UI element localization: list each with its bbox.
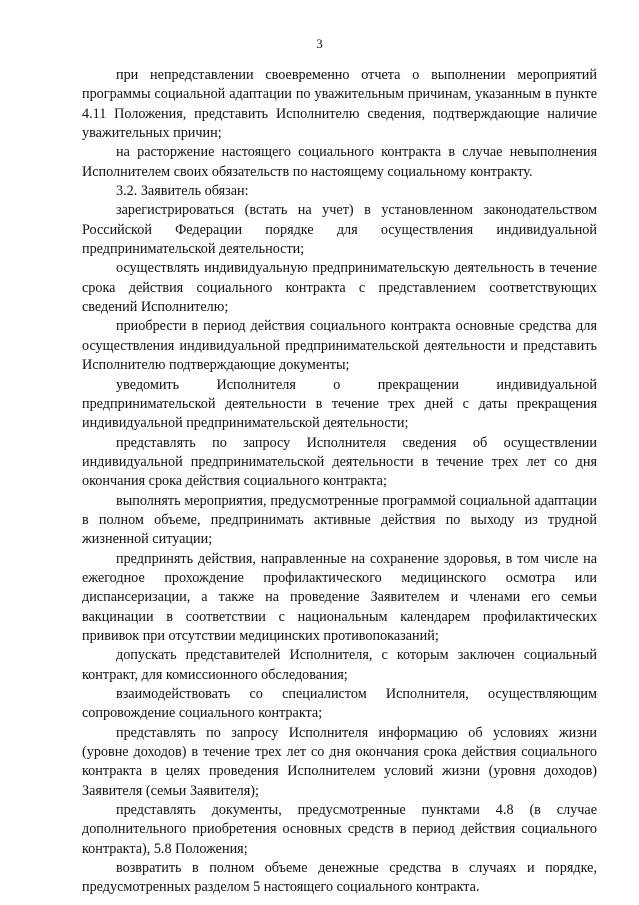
paragraph-cooperate-specialist: взаимодействовать со специалистом Исполнителя, осуществляющим сопровождение социального контракта; [82, 686, 597, 722]
page-number: 3 [316, 36, 323, 51]
paragraph-perform-measures: выполнять мероприятия, предусмотренные программой социальной адаптации в полном объеме, предпринимать активные действия по выходу из трудной жизненной ситуации; [82, 492, 597, 548]
paragraph-provide-activity-info: представлять по запросу Исполнителя сведения об осуществлении индивидуальной предпринимательской деятельности в течение трех лет со дня окончания срока действия социального контракта; [82, 434, 597, 490]
document-body [82, 66, 597, 898]
paragraph-allow-inspection: допускать представителей Исполнителя, с которым заключен социальный контракт, для комиссионного обследования; [82, 647, 597, 683]
paragraph-contract-termination: на расторжение настоящего социального контракта в случае невыполнения Исполнителем своих обязательств по настоящему социальному контракту. [82, 144, 597, 180]
paragraph-notify-termination: уведомить Исполнителя о прекращении индивидуальной предпринимательской деятельности в течение трех дней с даты прекращения индивидуальной предпринимательской деятельности; [82, 376, 597, 432]
paragraph-provide-income-info: представлять по запросу Исполнителя информацию об условиях жизни (уровне доходов) в течение трех лет со дня окончания срока действия социального контракта в целях проведения Исполнителем условий жизни (уровня доходов) Заявителя (семьи Заявителя); [82, 724, 597, 799]
paragraph-report-failure: при непредставлении своевременно отчета о выполнении мероприятий программы социальной адаптации по уважительным причинам, указанным в пункте 4.11 Положения, представить Исполнителю сведения, подтверждающие наличие уважительных причин; [82, 67, 597, 142]
section-heading-3-2: 3.2. Заявитель обязан: [116, 183, 249, 200]
paragraph-provide-documents: представлять документы, предусмотренные пунктами 4.8 (в случае дополнительного приобретения основных средств в период действия социального контракта), 5.8 Положения; [82, 802, 597, 857]
paragraph-register: зарегистрироваться (встать на учет) в установленном законодательством Российской Федерации порядке для осуществления индивидуальной предпринимательской деятельности; [82, 202, 597, 258]
paragraph-health-actions: предпринять действия, направленные на сохранение здоровья, в том числе на ежегодное прохождение профилактического медицинского осмотра или диспансеризации, а также на проведение Заявителем и членами его семьи вакцинации в соответствии с национальным календарем профилактических прививок при отсутствии медицинских противопоказаний; [82, 550, 597, 644]
paragraph-acquire-assets: приобрести в период действия социального контракта основные средства для осуществления индивидуальной предпринимательской деятельности и представить Исполнителю подтверждающие документы; [82, 318, 597, 374]
paragraph-carry-out-activity: осуществлять индивидуальную предпринимательскую деятельность в течение срока действия социального контракта с представлением соответствующих сведений Исполнителю; [82, 260, 597, 316]
paragraph-return-funds: возвратить в полном объеме денежные средства в случаях и порядке, предусмотренных разделом 5 настоящего социального контракта. [82, 860, 597, 896]
